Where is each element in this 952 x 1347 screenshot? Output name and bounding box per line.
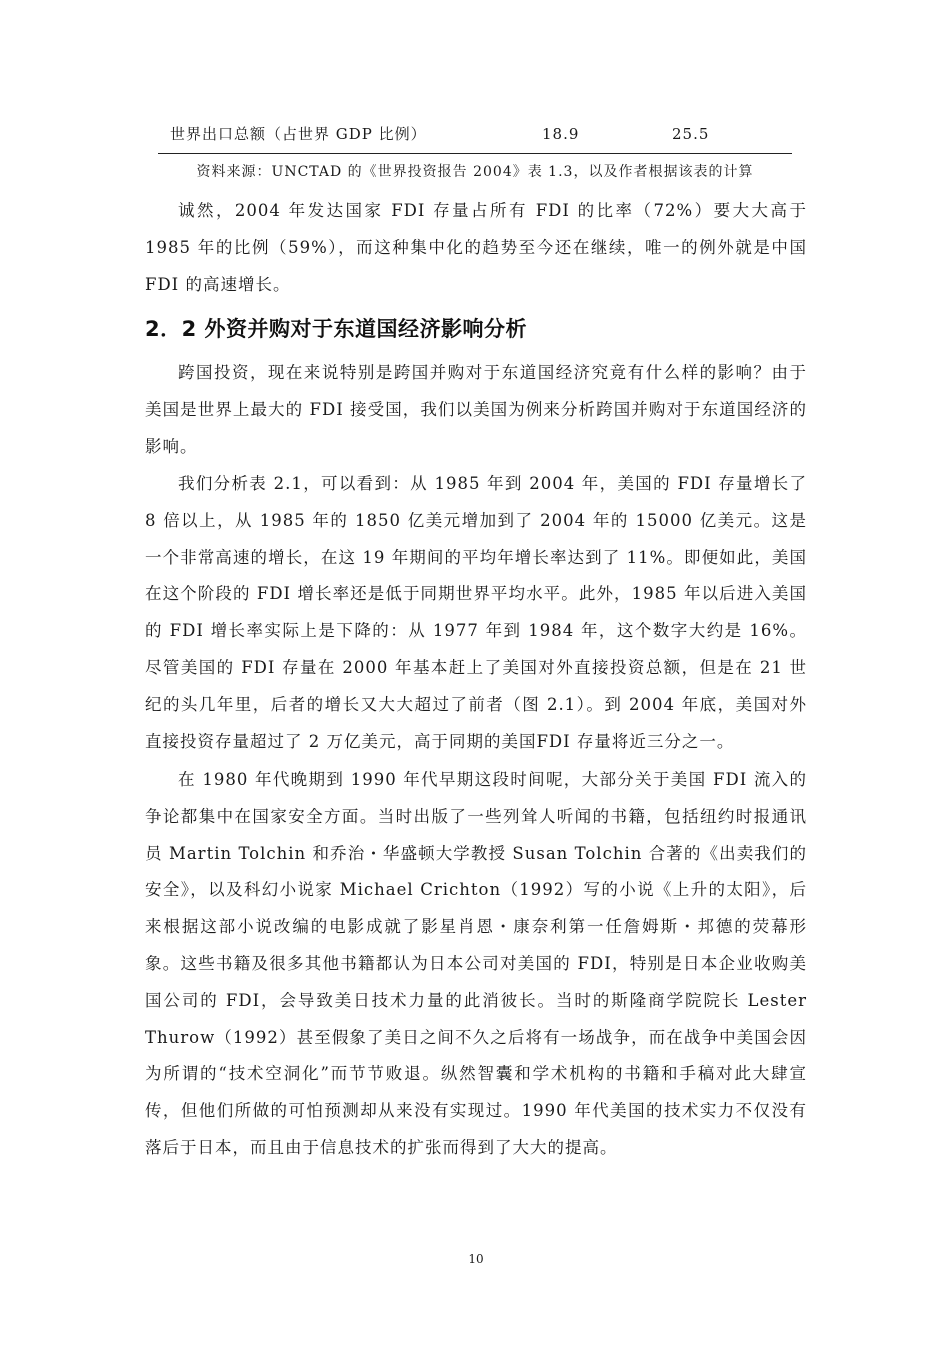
section-heading: 2．2 外资并购对于东道国经济影响分析 [145,317,528,341]
page-number: 10 [468,1252,484,1266]
body-paragraph-3: 我们分析表 2.1，可以看到：从 1985 年到 2004 年，美国的 FDI 存量增长了 8 倍以上，从 1985 年的 1850 亿美元增加到了 2004 年的 15000 亿美元。这是一个非常高速的增长，在这 19 年期间的平均年增长率达到了 11%。即便如此，美国在这个阶段的 FDI 增长率还是低于同期世界平均水平。此外，1985 年以后进入美国的 FDI 增长率实际上是下降的：从 1977 年到 1984 年，这个数字大约是 16%。尽管美国的 FDI 存量在 2000 年基本赶上了美国对外直接投资总额，但是在 21 世纪的头几年里，后者的增长又大大超过了前者（图 2.1）。到 2004 年底，美国对外直接投资存量超过了 2 万亿美元，高于同期的美国FDI 存量将近三分之一。 [145,474,807,751]
table-bottom-rule [158,153,792,154]
body-paragraph-2: 跨国投资，现在来说特别是跨国并购对于东道国经济究竟有什么样的影响？由于美国是世界上最大的 FDI 接受国，我们以美国为例来分析跨国并购对于东道国经济的影响。 [145,363,807,456]
table-row-label: 世界出口总额（占世界 GDP 比例） [170,125,427,143]
table-source-note: 资料来源：UNCTAD 的《世界投资报告 2004》表 1.3，以及作者根据该表的计算 [196,164,754,180]
table-row [160,120,790,152]
table-value-1: 18.9 [542,125,580,143]
body-paragraph-1: 诚然，2004 年发达国家 FDI 存量占所有 FDI 的比率（72%）要大大高于 1985 年的比例（59%），而这种集中化的趋势至今还在继续，唯一的例外就是中国 FDI 的高速增长。 [145,201,807,294]
table-value-2: 25.5 [672,125,710,143]
body-paragraph-4: 在 1980 年代晚期到 1990 年代早期这段时间呢，大部分关于美国 FDI 流入的争论都集中在国家安全方面。当时出版了一些列耸人听闻的书籍，包括纽约时报通讯员 Martin Tolchin 和乔治・华盛顿大学教授 Susan Tolchin 合著的《出卖我们的安全》，以及科幻小说家 Michael Crichton（1992）写的小说《上升的太阳》，后来根据这部小说改编的电影成就了影星肖恩・康奈利第一任詹姆斯・邦德的荧幕形象。这些书籍及很多其他书籍都认为日本公司对美国的 FDI，特别是日本企业收购美国公司的 FDI，会导致美日技术力量的此消彼长。当时的斯隆商学院院长 Lester Thurow（1992）甚至假象了美日之间不久之后将有一场战争，而在战争中美国会因为所谓的“技术空洞化”而节节败退。纵然智囊和学术机构的书籍和手稿对此大肆宣传，但他们所做的可怕预测却从来没有实现过。1990 年代美国的技术实力不仅没有落后于日本，而且由于信息技术的扩张而得到了大大的提高。 [145,770,807,1157]
